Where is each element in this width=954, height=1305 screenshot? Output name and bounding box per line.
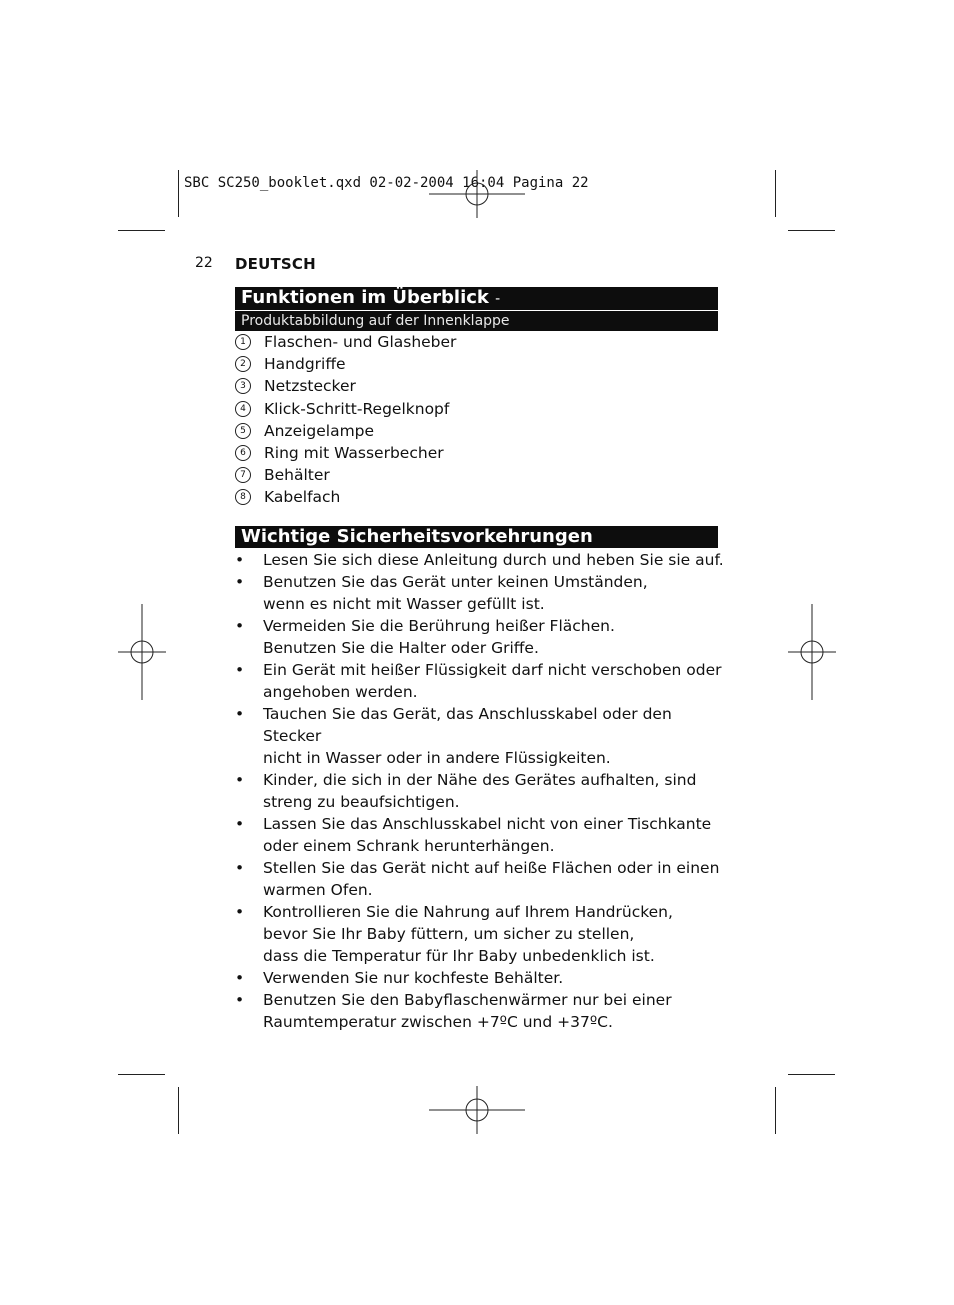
list-item-text: Lesen Sie sich diese Anleitung durch und heben Sie sie auf. <box>263 551 724 569</box>
list-item-text: Benutzen Sie den Babyflaschenwärmer nur bei einer Raumtemperatur zwischen +7ºC und +37ºC. <box>263 991 672 1031</box>
list-item-label: Anzeigelampe <box>264 421 375 440</box>
crop-mark <box>788 230 835 231</box>
number-circle: 2 <box>235 356 251 372</box>
crop-mark <box>775 1087 776 1134</box>
crop-mark <box>178 170 179 217</box>
list-item-text: Tauchen Sie das Gerät, das Anschlusskabel oder den Stecker nicht in Wasser oder in andere Flüssigkeiten. <box>263 705 672 767</box>
print-slug: SBC SC250_booklet.qxd 02-02-2004 16:04 Pagina 22 <box>184 175 589 191</box>
number-circle: 4 <box>235 401 251 417</box>
list-item <box>235 901 725 967</box>
list-item <box>235 486 725 508</box>
list-item <box>235 615 725 659</box>
list-item-text: Vermeiden Sie die Berührung heißer Flächen. Benutzen Sie die Halter oder Griffe. <box>263 617 615 657</box>
bullet: • <box>235 859 245 877</box>
features-list <box>235 331 725 509</box>
registration-mark-left <box>118 604 166 700</box>
list-item-label: Behälter <box>264 466 330 485</box>
list-item <box>235 331 725 353</box>
list-item-text: Verwenden Sie nur kochfeste Behälter. <box>263 969 564 987</box>
number-circle: 7 <box>235 467 251 483</box>
section-header-features <box>235 287 718 331</box>
bullet: • <box>235 617 245 635</box>
registration-mark-right <box>788 604 836 700</box>
number-circle: 8 <box>235 489 251 505</box>
list-item-label: Netzstecker <box>264 377 356 396</box>
list-item <box>235 442 725 464</box>
list-item <box>235 659 725 703</box>
list-item <box>235 571 725 615</box>
number-circle: 5 <box>235 423 251 439</box>
list-item-label: Flaschen- und Glasheber <box>264 333 457 352</box>
list-item <box>235 813 725 857</box>
number-circle: 1 <box>235 334 251 350</box>
section-subtitle: Produktabbildung auf der Innenklappe <box>235 310 718 331</box>
language-heading: DEUTSCH <box>235 255 316 273</box>
list-item <box>235 703 725 769</box>
list-item <box>235 464 725 486</box>
list-item <box>235 375 725 397</box>
bullet: • <box>235 991 245 1009</box>
crop-mark <box>118 1074 165 1075</box>
list-item-text: Kontrollieren Sie die Nahrung auf Ihrem Handrücken, bevor Sie Ihr Baby füttern, um sicher zu stellen, dass die Temperatur für Ihr Baby unbedenklich ist. <box>263 903 673 965</box>
section-header-safety <box>235 526 718 548</box>
bullet: • <box>235 815 245 833</box>
safety-list <box>235 549 725 1033</box>
list-item <box>235 857 725 901</box>
list-item-label: Handgriffe <box>264 355 346 374</box>
number-circle: 6 <box>235 445 251 461</box>
bullet: • <box>235 551 245 569</box>
list-item-label: Ring mit Wasserbecher <box>264 444 444 463</box>
bullet: • <box>235 661 245 679</box>
list-item <box>235 967 725 989</box>
list-item <box>235 769 725 813</box>
list-item-text: Stellen Sie das Gerät nicht auf heiße Flächen oder in einen warmen Ofen. <box>263 859 720 899</box>
list-item <box>235 353 725 375</box>
crop-mark <box>178 1087 179 1134</box>
bullet: • <box>235 573 245 591</box>
list-item-text: Lassen Sie das Anschlusskabel nicht von einer Tischkante oder einem Schrank herunterhängen. <box>263 815 712 855</box>
crop-mark <box>118 230 165 231</box>
registration-mark-top <box>429 170 525 218</box>
section-title-features: Funktionen im Überblick <box>241 287 489 308</box>
list-item <box>235 420 725 442</box>
list-item-label: Klick-Schritt-Regelknopf <box>264 399 450 418</box>
crop-mark <box>775 170 776 217</box>
section-title-safety: Wichtige Sicherheitsvorkehrungen <box>241 526 593 547</box>
number-circle: 3 <box>235 378 251 394</box>
list-item <box>235 989 725 1033</box>
bullet: • <box>235 771 245 789</box>
list-item-text: Kinder, die sich in der Nähe des Gerätes aufhalten, sind streng zu beaufsichtigen. <box>263 771 697 811</box>
title-dash: - <box>495 291 501 307</box>
list-item-text: Benutzen Sie das Gerät unter keinen Umständen, wenn es nicht mit Wasser gefüllt ist. <box>263 573 648 613</box>
bullet: • <box>235 705 245 723</box>
crop-mark <box>788 1074 835 1075</box>
registration-mark-bottom <box>429 1086 525 1134</box>
list-item <box>235 549 725 571</box>
list-item <box>235 398 725 420</box>
list-item-label: Kabelfach <box>264 488 341 507</box>
page-number: 22 <box>195 255 213 271</box>
bullet: • <box>235 969 245 987</box>
list-item-text: Ein Gerät mit heißer Flüssigkeit darf nicht verschoben oder angehoben werden. <box>263 661 722 701</box>
bullet: • <box>235 903 245 921</box>
